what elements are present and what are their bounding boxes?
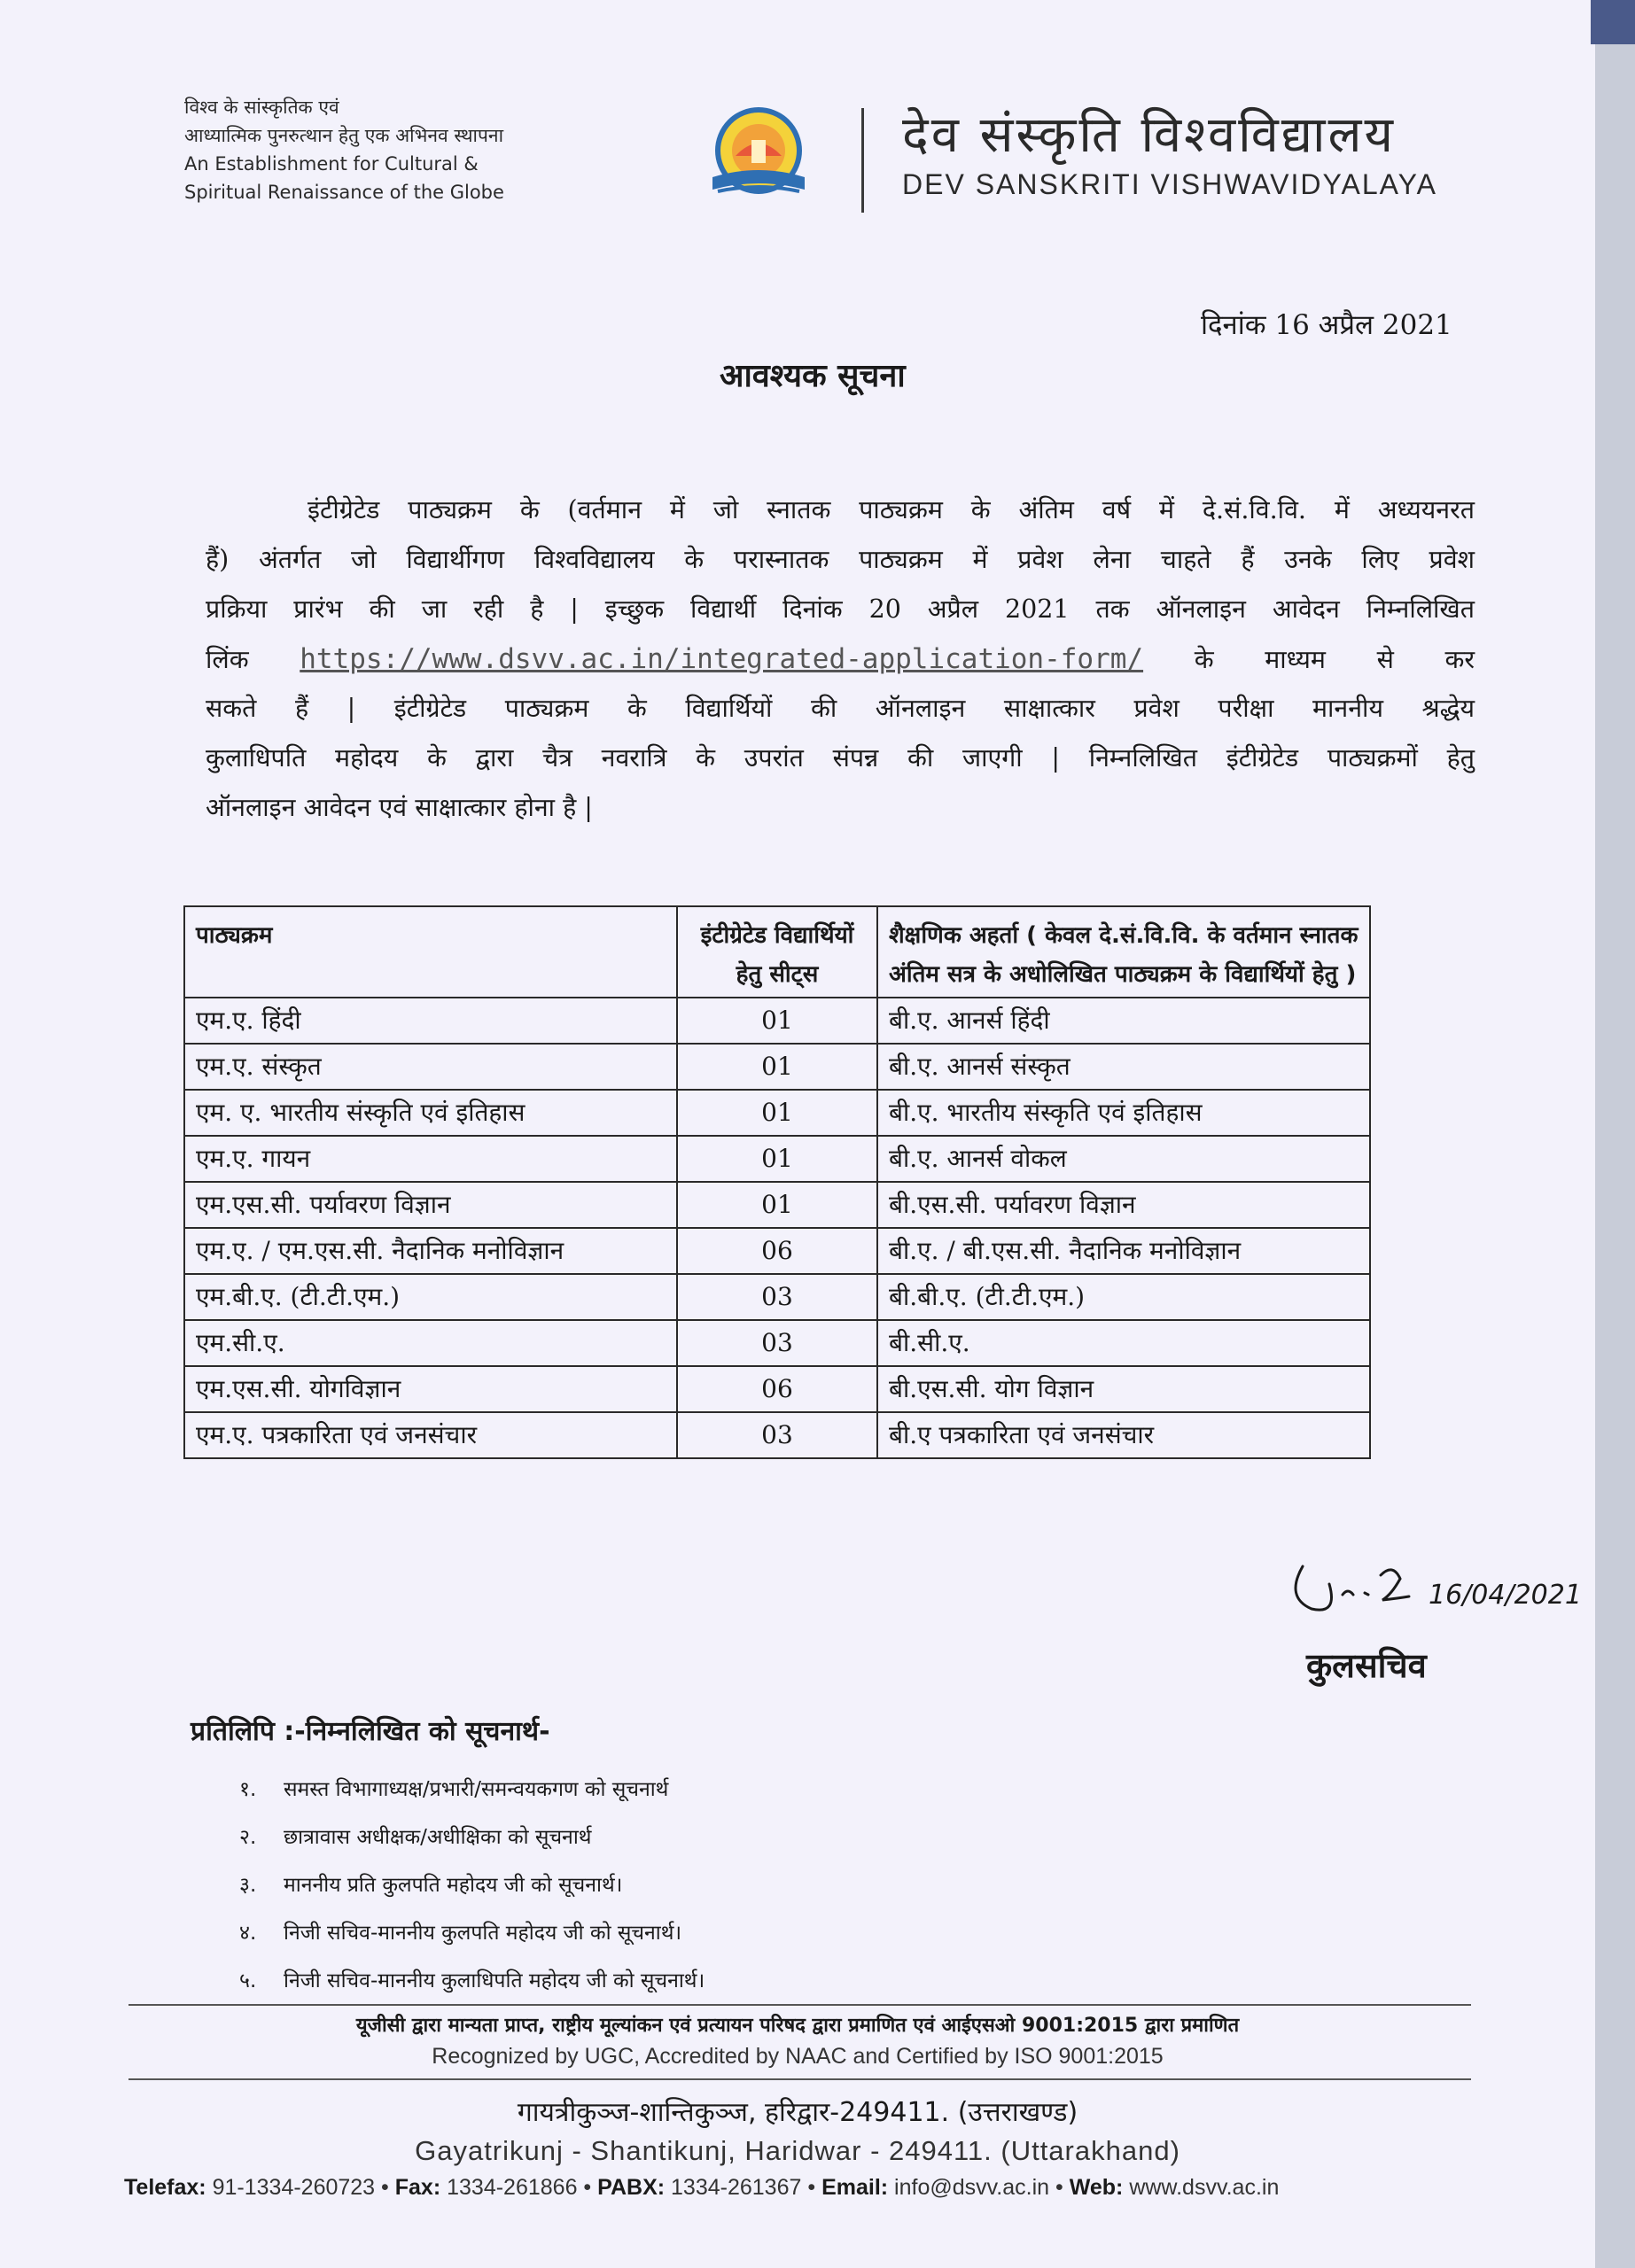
address-hindi: गायत्रीकुञ्ज-शान्तिकुञ्ज, हरिद्वार-249411. (उत्तराखण्ड) xyxy=(517,2097,1078,2128)
tagline-hindi-1: विश्व के सांस्कृतिक एवं xyxy=(184,97,339,118)
footer-divider xyxy=(128,2004,1471,2006)
course-cell: एम.सी.ए. xyxy=(184,1320,677,1366)
list-item xyxy=(239,1814,705,1861)
course-cell: एम. ए. भारतीय संस्कृति एवं इतिहास xyxy=(184,1090,677,1136)
list-text: समस्त विभागाध्यक्ष/प्रभारी/समन्वयकगण को सूचनार्थ xyxy=(284,1778,669,1801)
list-number: २. xyxy=(239,1826,257,1849)
eligibility-cell: बी.सी.ए. xyxy=(877,1320,1370,1366)
website-link[interactable]: www.dsvv.ac.in xyxy=(1129,2175,1280,2200)
seats-cell: 01 xyxy=(677,1044,877,1090)
tagline-english-2: Spiritual Renaissance of the Globe xyxy=(184,182,504,203)
copy-to-list xyxy=(239,1766,705,2005)
notice-line: हैं) अंतर्गत जो विद्यार्थीगण विश्वविद्यालय के परास्नातक पाठ्यक्रम में प्रवेश लेना चाहते हैं उनके लिए प्रवेश xyxy=(206,545,1475,574)
university-name-english: DEV SANSKRITI VISHWAVIDYALAYA xyxy=(902,168,1437,200)
scan-corner xyxy=(1591,0,1635,44)
eligibility-cell: बी.ए. / बी.एस.सी. नैदानिक मनोविज्ञान xyxy=(877,1228,1370,1274)
seats-cell: 03 xyxy=(677,1412,877,1458)
list-text: निजी सचिव-माननीय कुलाधिपति महोदय जी को सूचनार्थ। xyxy=(284,1969,705,1992)
link-prefix: लिंक xyxy=(206,645,249,674)
seats-cell: 01 xyxy=(677,1136,877,1182)
header-tagline xyxy=(184,93,504,206)
seats-cell: 06 xyxy=(677,1366,877,1412)
accreditation-english: Recognized by UGC, Accredited by NAAC and Certified by ISO 9001:2015 xyxy=(432,2044,1164,2069)
telefax-label: Telefax: xyxy=(124,2175,206,2200)
eligibility-cell: बी.एस.सी. पर्यावरण विज्ञान xyxy=(877,1182,1370,1228)
table-row xyxy=(184,1182,1370,1228)
contact-line: Telefax: 91-1334-260723 • Fax: 1334-261866 • PABX: 1334-261367 • Email: info@dsvv.ac.in • Web: www.dsvv.ac.in xyxy=(124,2175,1280,2200)
pabx-value: 1334-261367 xyxy=(671,2175,802,2200)
tagline-hindi-2: आध्यात्मिक पुनरुत्थान हेतु एक अभिनव स्थापना xyxy=(184,125,504,146)
eligibility-cell: बी.ए. भारतीय संस्कृति एवं इतिहास xyxy=(877,1090,1370,1136)
registrar-title: कुलसचिव xyxy=(1306,1646,1427,1685)
course-cell: एम.ए. गायन xyxy=(184,1136,677,1182)
list-item xyxy=(239,1766,705,1814)
course-cell: एम.एस.सी. योगविज्ञान xyxy=(184,1366,677,1412)
course-cell: एम.ए. पत्रकारिता एवं जनसंचार xyxy=(184,1412,677,1458)
table-row xyxy=(184,1228,1370,1274)
course-seats-table xyxy=(183,905,1371,1459)
table-row xyxy=(184,1274,1370,1320)
notice-line: कुलाधिपति महोदय के द्वारा चैत्र नवरात्रि के उपरांत संपन्न की जाएगी | निम्नलिखित इंटीग्रेटेड पाठ्यक्रमों हेतु xyxy=(206,743,1475,773)
list-item xyxy=(239,1861,705,1909)
table-header-row xyxy=(184,906,1370,998)
pabx-label: PABX: xyxy=(597,2175,666,2200)
list-text: निजी सचिव-माननीय कुलपति महोदय जी को सूचनार्थ। xyxy=(284,1922,682,1945)
eligibility-cell: बी.एस.सी. योग विज्ञान xyxy=(877,1366,1370,1412)
list-number: ५. xyxy=(239,1969,257,1992)
email-label: Email: xyxy=(821,2175,889,2200)
notice-line: ऑनलाइन आवेदन एवं साक्षात्कार होना है | xyxy=(206,793,593,822)
notice-title: आवश्यक सूचना xyxy=(720,358,906,394)
course-cell: एम.ए. संस्कृत xyxy=(184,1044,677,1090)
fax-value: 1334-261866 xyxy=(447,2175,578,2200)
course-cell: एम.बी.ए. (टी.टी.एम.) xyxy=(184,1274,677,1320)
signature-date: 16/04/2021 xyxy=(1429,1580,1582,1611)
course-cell: एम.ए. हिंदी xyxy=(184,998,677,1044)
accreditation-hindi: यूजीसी द्वारा मान्यता प्राप्त, राष्ट्रीय मूल्यांकन एवं प्रत्यायन परिषद द्वारा प्रमाणित एवं आईएसओ 9001:2015 द्वारा प्रमाणित xyxy=(355,2015,1240,2037)
list-number: १. xyxy=(239,1778,257,1801)
eligibility-cell: बी.ए पत्रकारिता एवं जनसंचार xyxy=(877,1412,1370,1458)
notice-body xyxy=(206,485,1475,833)
notice-date: दिनांक 16 अप्रैल 2021 xyxy=(1201,309,1452,341)
registrar-signature xyxy=(1276,1549,1595,1633)
course-cell: एम.ए. / एम.एस.सी. नैदानिक मनोविज्ञान xyxy=(184,1228,677,1274)
email-link[interactable]: info@dsvv.ac.in xyxy=(894,2175,1050,2200)
link-suffix: के माध्यम से कर xyxy=(1194,645,1475,674)
column-header-eligibility: शैक्षणिक अहर्ता ( केवल दे.सं.वि.वि. के वर्तमान स्नातक अंतिम सत्र के अधोलिखित पाठ्यक्रम के विद्यार्थियों हेतु ) xyxy=(877,906,1370,998)
table-row xyxy=(184,1366,1370,1412)
scan-background xyxy=(1595,44,1635,2268)
list-item xyxy=(239,1957,705,2005)
seats-cell: 01 xyxy=(677,998,877,1044)
notice-line: इंटीग्रेटेड पाठ्यक्रम के (वर्तमान में जो स्नातक पाठ्यक्रम के अंतिम वर्ष में दे.सं.वि.वि. में अध्ययनरत xyxy=(308,495,1475,524)
eligibility-cell: बी.ए. आनर्स संस्कृत xyxy=(877,1044,1370,1090)
fax-label: Fax: xyxy=(394,2175,441,2200)
footer-divider xyxy=(128,2078,1471,2080)
tagline-english-1: An Establishment for Cultural & xyxy=(184,153,479,175)
seats-cell: 01 xyxy=(677,1182,877,1228)
table-row xyxy=(184,998,1370,1044)
address-english: Gayatrikunj - Shantikunj, Haridwar - 249411. (Uttarakhand) xyxy=(415,2135,1180,2166)
table-row xyxy=(184,1090,1370,1136)
notice-line: सकते हैं | इंटीग्रेटेड पाठ्यक्रम के विद्यार्थियों की ऑनलाइन साक्षात्कार प्रवेश परीक्षा माननीय श्रद्धेय xyxy=(206,694,1475,723)
column-header-seats: इंटीग्रेटेड विद्यार्थियों हेतु सीट्स xyxy=(677,906,877,998)
header-divider xyxy=(861,108,864,213)
list-text: छात्रावास अधीक्षक/अधीक्षिका को सूचनार्थ xyxy=(284,1826,592,1849)
telefax-value: 91-1334-260723 xyxy=(212,2175,376,2200)
list-item xyxy=(239,1909,705,1957)
notice-line: प्रक्रिया प्रारंभ की जा रही है | इच्छुक विद्यार्थी दिनांक 20 अप्रैल 2021 तक ऑनलाइन आवेदन निम्नलिखित xyxy=(206,594,1475,624)
table-row xyxy=(184,1044,1370,1090)
list-number: ३. xyxy=(239,1874,257,1897)
table-row xyxy=(184,1320,1370,1366)
web-label: Web: xyxy=(1069,2175,1124,2200)
course-cell: एम.एस.सी. पर्यावरण विज्ञान xyxy=(184,1182,677,1228)
eligibility-cell: बी.ए. आनर्स वोकल xyxy=(877,1136,1370,1182)
table-row xyxy=(184,1136,1370,1182)
seats-cell: 03 xyxy=(677,1274,877,1320)
seats-cell: 01 xyxy=(677,1090,877,1136)
table-row xyxy=(184,1412,1370,1458)
eligibility-cell: बी.बी.ए. (टी.टी.एम.) xyxy=(877,1274,1370,1320)
university-name-hindi: देव संस्कृति विश्वविद्यालय xyxy=(902,106,1396,164)
header-university-name xyxy=(902,105,1437,202)
column-header-course: पाठ्यक्रम xyxy=(184,906,677,998)
seats-cell: 06 xyxy=(677,1228,877,1274)
notice-link-line xyxy=(206,634,1475,684)
eligibility-cell: बी.ए. आनर्स हिंदी xyxy=(877,998,1370,1044)
seats-cell: 03 xyxy=(677,1320,877,1366)
list-text: माननीय प्रति कुलपति महोदय जी को सूचनार्थ। xyxy=(284,1874,623,1897)
list-number: ४. xyxy=(239,1922,257,1945)
copy-to-title: प्रतिलिपि :-निम्नलिखित को सूचनार्थ- xyxy=(191,1716,550,1747)
university-logo-icon xyxy=(700,105,817,204)
application-form-link[interactable]: https://www.dsvv.ac.in/integrated-application-form/ xyxy=(300,643,1144,675)
